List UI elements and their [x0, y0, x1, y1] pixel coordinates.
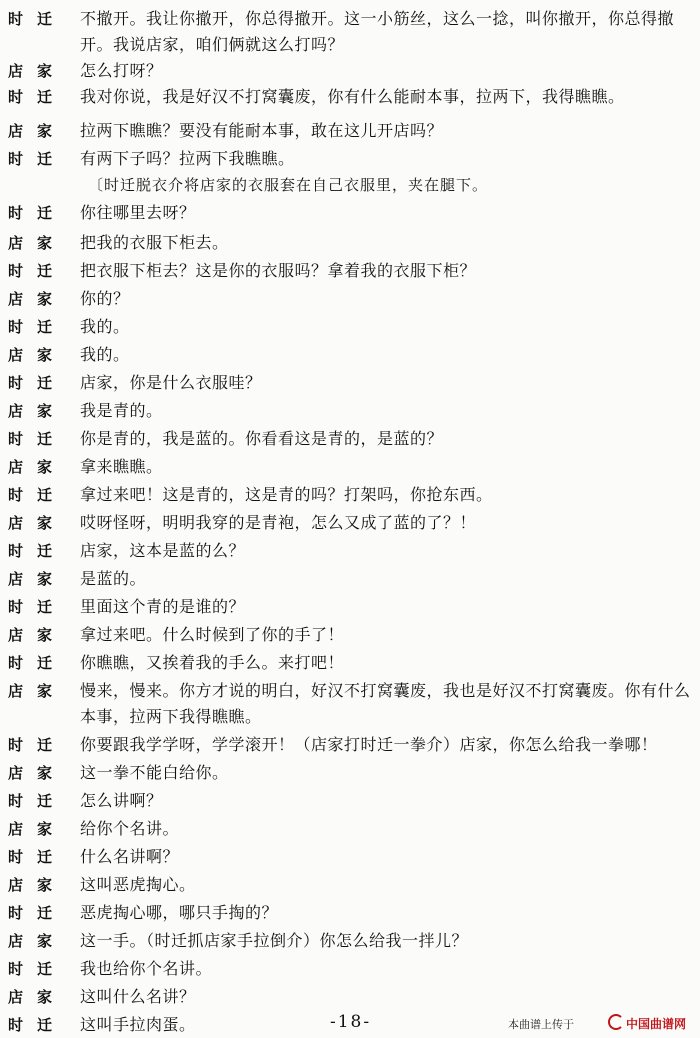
speaker-name: 时迁 [8, 736, 67, 754]
speaker-name: 店家 [8, 458, 67, 476]
dialogue-text: 你的？ [80, 289, 130, 308]
speaker-name: 时迁 [8, 598, 67, 616]
speaker-name: 时迁 [8, 1016, 67, 1034]
speaker-name: 店家 [8, 62, 67, 80]
speaker-name: 时迁 [8, 486, 67, 504]
speaker-name: 店家 [8, 234, 67, 252]
dialogue-text: 这一手。（时迁抓店家手拉倒介）你怎么给我一拌儿？ [80, 931, 469, 950]
dialogue-text: 什么名讲啊？ [80, 847, 180, 866]
dialogue-text: 你要跟我学学呀，学学滚开！（店家打时迁一拳介）店家，你怎么给我一拳哪！ [80, 735, 658, 754]
speaker-name: 店家 [8, 290, 67, 308]
speaker-name: 店家 [8, 626, 67, 644]
dialogue-text: 怎么打呀？ [80, 61, 163, 80]
dialogue-text: 把衣服下柜去？这是你的衣服吗？拿着我的衣服下柜？ [80, 261, 477, 280]
page-number: -18- [330, 1012, 372, 1032]
dialogue-text: 怎么讲啊？ [80, 791, 163, 810]
dialogue-line [0, 6, 700, 58]
speaker-name: 时迁 [8, 960, 67, 978]
speaker-name: 店家 [8, 402, 67, 420]
speaker-name: 店家 [8, 988, 67, 1006]
dialogue-text: 你往哪里去呀？ [80, 203, 196, 222]
dialogue-text: 恶虎掏心哪，哪只手掏的？ [80, 903, 279, 922]
dialogue-text: 我也给你个名讲。 [80, 959, 213, 978]
dialogue-text: 这一拳不能白给你。 [80, 763, 229, 782]
dialogue-text: 里面这个青的是谁的？ [80, 597, 246, 616]
speaker-name: 时迁 [8, 262, 67, 280]
dialogue-text: 你瞧瞧，又挨着我的手么。来打吧！ [80, 653, 345, 672]
dialogue-text: 我的。 [80, 345, 130, 364]
speaker-name: 时迁 [8, 430, 67, 448]
speaker-name: 店家 [8, 764, 67, 782]
site-logo[interactable] [608, 1014, 686, 1032]
stage-direction-text: 〔时迁脱衣介将店家的衣服套在自己衣服里，夹在腿下。 [88, 176, 489, 194]
dialogue-text: 我的。 [80, 317, 130, 336]
speaker-name: 时迁 [8, 654, 67, 672]
dialogue-text: 这叫手拉肉蛋。 [80, 1015, 196, 1034]
dialogue-text: 是蓝的。 [80, 569, 147, 588]
dialogue-text: 拿过来吧！这是青的，这是青的吗？打架吗，你抢东西。 [80, 485, 493, 504]
speaker-name: 时迁 [8, 792, 67, 810]
speaker-name: 时迁 [8, 542, 67, 560]
dialogue-text: 有两下子吗？拉两下我瞧瞧。 [80, 149, 295, 168]
dialogue-text: 哎呀怪呀，明明我穿的是青袍，怎么又成了蓝的了？！ [80, 513, 477, 532]
speaker-name: 时迁 [8, 10, 67, 28]
dialogue-text: 把我的衣服下柜去。 [80, 233, 229, 252]
dialogue-text: 拿来瞧瞧。 [80, 457, 163, 476]
dialogue-text: 这叫什么名讲？ [80, 987, 196, 1006]
speaker-name: 店家 [8, 570, 67, 588]
speaker-name: 时迁 [8, 374, 67, 392]
page-footer [0, 1008, 700, 1034]
speaker-name: 店家 [8, 820, 67, 838]
dialogue-text: 慢来，慢来。你方才说的明白，好汉不打窝囊废，我也是好汉不打窝囊废。你有什么本事，拉两下我得瞧瞧。 [80, 681, 691, 726]
speaker-name: 时迁 [8, 904, 67, 922]
dialogue-text: 店家，你是什么衣服哇？ [80, 373, 262, 392]
speaker-name: 店家 [8, 346, 67, 364]
speaker-name: 时迁 [8, 88, 67, 106]
speaker-name: 店家 [8, 876, 67, 894]
dialogue-text: 不撤开。我让你撤开，你总得撤开。这一小筋丝，这么一捻，叫你撤开，你总得撤开。我说店家，咱们俩就这么打吗？ [80, 9, 675, 54]
speaker-name: 店家 [8, 122, 67, 140]
dialogue-text: 给你个名讲。 [80, 819, 180, 838]
speaker-name: 时迁 [8, 150, 67, 168]
dialogue-text: 我是青的。 [80, 401, 163, 420]
logo-text: 中国曲谱网 [626, 1017, 687, 1031]
speaker-name: 店家 [8, 682, 67, 700]
speaker-name: 店家 [8, 932, 67, 950]
upload-credit: 本曲谱上传于 [508, 1018, 574, 1031]
dialogue-text: 我对你说，我是好汉不打窝囊废，你有什么能耐本事，拉两下，我得瞧瞧。 [80, 87, 625, 106]
speaker-name: 时迁 [8, 848, 67, 866]
speaker-name: 时迁 [8, 204, 67, 222]
dialogue-text: 店家，这本是蓝的么？ [80, 541, 246, 560]
dialogue-text: 你是青的，我是蓝的。你看看这是青的，是蓝的？ [80, 429, 444, 448]
dialogue-text: 拿过来吧。什么时候到了你的手了！ [80, 625, 345, 644]
dialogue-line [0, 678, 700, 732]
dialogue-text: 这叫恶虎掏心。 [80, 875, 196, 894]
logo-icon [608, 1014, 624, 1030]
dialogue-text: 拉两下瞧瞧？要没有能耐本事，敢在这儿开店吗？ [80, 121, 444, 140]
speaker-name: 店家 [8, 514, 67, 532]
speaker-name: 时迁 [8, 318, 67, 336]
